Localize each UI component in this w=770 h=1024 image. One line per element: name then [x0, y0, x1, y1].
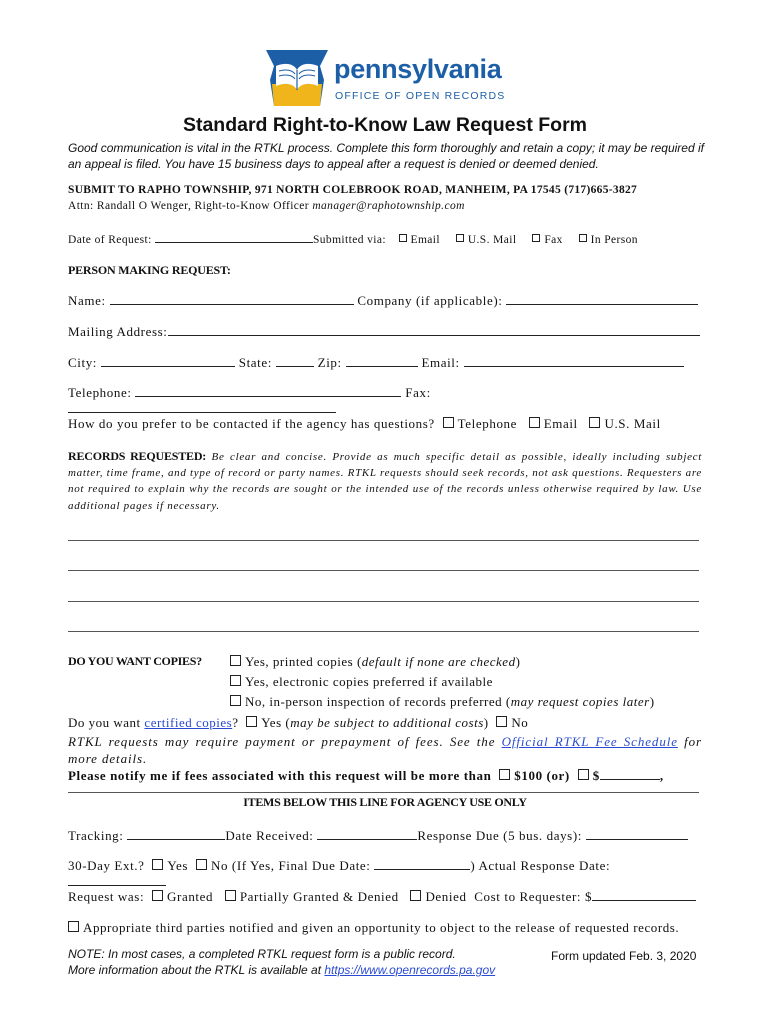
contact-question: How do you prefer to be contacted if the agency has questions?: [68, 416, 435, 431]
notify-100-label: $100 (or): [514, 768, 570, 783]
copies-option-electronic: [226, 674, 493, 690]
response-due-label: Response Due (5 bus. days):: [417, 828, 582, 843]
copies-inspection-label: No, in-person inspection of records preferred (: [245, 694, 511, 709]
logo-wordmark: pennsylvania: [334, 54, 502, 84]
records-line-2[interactable]: [68, 570, 699, 571]
actual-response-field[interactable]: [68, 874, 166, 886]
final-due-paren: ): [470, 858, 476, 873]
response-due-field[interactable]: [586, 828, 688, 840]
third-parties-row: [68, 920, 702, 936]
form-updated: Form updated Feb. 3, 2020: [551, 949, 697, 963]
denied-checkbox[interactable]: [410, 890, 421, 901]
city-row: [68, 355, 702, 371]
city-label: City:: [68, 355, 98, 370]
intro-text: Good communication is vital in the RTKL process. Complete this form thoroughly and retain a copy; it may be required if an appeal is filed. You have 15 business days to appeal after a request is denied or deemed denied.: [68, 141, 704, 171]
copies-printed-note: default if none are checked: [361, 654, 516, 669]
final-due-field[interactable]: [374, 858, 470, 870]
records-instructions: Be clear and concise. Provide as much specific detail as possible, ideally including subject matter, time frame, and type of record or party names. RTKL requests should seek records, not ask questions. Requesters are not required to explain why the records are sought or the intended use of the records unless otherwise required by law. Use additional pages if necessary.: [68, 451, 703, 512]
date-received-field[interactable]: [317, 828, 417, 840]
submitted-via-label: Submitted via:: [312, 234, 386, 246]
zip-field[interactable]: [346, 355, 418, 367]
via-mail-checkbox[interactable]: [456, 234, 464, 242]
footer-more-text: More information about the RTKL is available at: [68, 963, 325, 977]
granted-label: Granted: [167, 889, 214, 904]
partial-label: Partially Granted & Denied: [239, 889, 399, 904]
agency-divider: [68, 792, 699, 793]
certified-copies-link[interactable]: certified copies: [144, 715, 233, 730]
records-line-3[interactable]: [68, 601, 699, 602]
tracking-field[interactable]: [127, 828, 225, 840]
contact-mail-checkbox[interactable]: [589, 417, 600, 428]
records-heading: RECORDS REQUESTED:: [68, 449, 207, 463]
extension-yes-checkbox[interactable]: [152, 859, 163, 870]
certified-row: [68, 715, 528, 731]
mailing-label: Mailing Address:: [68, 324, 168, 339]
copies-electronic-checkbox[interactable]: [230, 675, 241, 686]
certified-prefix: Do you want: [68, 715, 145, 730]
tracking-label: Tracking:: [68, 828, 124, 843]
telephone-field[interactable]: [135, 385, 401, 397]
copies-inspection-paren: ): [649, 694, 655, 709]
copies-printed-paren: ): [515, 654, 521, 669]
zip-label: Zip:: [317, 355, 342, 370]
certified-yes-note: may be subject to additional costs: [290, 715, 484, 730]
company-field[interactable]: [506, 293, 698, 305]
logo: [262, 44, 512, 110]
via-email-checkbox[interactable]: [399, 234, 407, 242]
telephone-label: Telephone:: [68, 385, 132, 400]
certified-question-mark: ?: [232, 715, 239, 730]
fees-text: RTKL requests may require payment or prepayment of fees. See the: [68, 734, 502, 749]
request-was-label: Request was:: [68, 889, 145, 904]
via-fax-checkbox[interactable]: [532, 234, 540, 242]
keystone-book-icon: [262, 44, 332, 108]
attn-label: Attn: Randall O Wenger, Right-to-Know Officer: [68, 200, 313, 212]
logo-subtitle: OFFICE OF OPEN RECORDS: [335, 90, 506, 102]
records-line-4[interactable]: [68, 631, 699, 632]
extension-no-checkbox[interactable]: [196, 859, 207, 870]
denied-label: Denied: [425, 889, 467, 904]
email-label: Email:: [421, 355, 460, 370]
attn-line: [68, 200, 465, 212]
agency-heading: ITEMS BELOW THIS LINE FOR AGENCY USE ONLY: [243, 795, 527, 809]
state-field[interactable]: [276, 355, 314, 367]
copies-inspection-note: may request copies later: [510, 694, 650, 709]
cost-label: Cost to Requester: $: [474, 889, 593, 904]
certified-no-label: No: [511, 715, 529, 730]
date-row: [68, 231, 702, 246]
records-line-1[interactable]: [68, 540, 699, 541]
request-was-row: [68, 889, 702, 905]
copies-printed-label: Yes, printed copies (: [245, 654, 362, 669]
copies-heading: DO YOU WANT COPIES?: [68, 654, 202, 668]
company-label: Company (if applicable):: [357, 293, 503, 308]
date-field[interactable]: [155, 231, 313, 243]
notify-custom-label: $: [592, 768, 600, 783]
telephone-row: [68, 385, 702, 417]
copies-electronic-label: Yes, electronic copies preferred if available: [245, 674, 493, 689]
actual-response-label: Actual Response Date:: [478, 858, 611, 873]
contact-telephone-label: Telephone: [457, 416, 518, 431]
notify-comma: ,: [659, 768, 664, 783]
partial-checkbox[interactable]: [225, 890, 236, 901]
footer-more: [68, 963, 495, 977]
contact-row: [68, 416, 702, 432]
person-heading: PERSON MAKING REQUEST:: [68, 263, 231, 277]
notify-100-checkbox[interactable]: [499, 769, 510, 780]
certified-yes-label: Yes (: [261, 715, 291, 730]
fee-schedule-link[interactable]: Official RTKL Fee Schedule: [501, 734, 678, 749]
mailing-field[interactable]: [168, 324, 700, 336]
via-in-person-checkbox[interactable]: [579, 234, 587, 242]
via-mail-label: U.S. Mail: [467, 234, 517, 246]
copies-printed-checkbox[interactable]: [230, 655, 241, 666]
extension-row: [68, 858, 702, 890]
date-received-label: Date Received:: [225, 828, 314, 843]
name-row: [68, 293, 702, 309]
cost-field[interactable]: [592, 889, 696, 901]
granted-checkbox[interactable]: [152, 890, 163, 901]
tracking-row: [68, 828, 702, 844]
date-label: Date of Request:: [68, 234, 152, 246]
notify-amount-field[interactable]: [600, 768, 660, 780]
attn-email: manager@raphotownship.com: [312, 200, 465, 212]
fax-field[interactable]: [68, 401, 336, 413]
fees-note: [68, 733, 702, 767]
copies-inspection-checkbox[interactable]: [230, 695, 241, 706]
open-records-link[interactable]: https://www.openrecords.pa.gov: [324, 963, 496, 977]
submit-to: SUBMIT TO RAPHO TOWNSHIP, 971 NORTH COLEBROOK ROAD, MANHEIM, PA 17545 (717)665-3827: [68, 184, 638, 196]
contact-telephone-checkbox[interactable]: [443, 417, 454, 428]
records-section: [68, 448, 702, 514]
notify-row: [68, 768, 664, 784]
certified-no-checkbox[interactable]: [496, 716, 507, 727]
name-label: Name:: [68, 293, 106, 308]
copies-option-inspection: [226, 694, 655, 710]
certified-yes-paren: ): [483, 715, 489, 730]
via-email-label: Email: [410, 234, 440, 246]
name-field[interactable]: [110, 293, 354, 305]
notify-custom-checkbox[interactable]: [578, 769, 589, 780]
mailing-row: [68, 324, 702, 340]
notify-text: Please notify me if fees associated with this request will be more than: [68, 768, 492, 783]
third-parties-label: Appropriate third parties notified and given an opportunity to object to the release of requested records.: [83, 920, 680, 935]
certified-yes-checkbox[interactable]: [246, 716, 257, 727]
email-field[interactable]: [464, 355, 684, 367]
copies-option-printed: [226, 654, 520, 670]
state-label: State:: [238, 355, 272, 370]
contact-email-checkbox[interactable]: [529, 417, 540, 428]
extension-no-label: No (If Yes, Final Due Date:: [210, 858, 371, 873]
footer-note: NOTE: In most cases, a completed RTKL request form is a public record.: [68, 947, 456, 961]
fax-label: Fax:: [405, 385, 431, 400]
via-in-person-label: In Person: [590, 234, 638, 246]
fees-end: for more details.: [68, 734, 702, 766]
contact-mail-label: U.S. Mail: [604, 416, 661, 431]
third-parties-checkbox[interactable]: [68, 921, 79, 932]
form-title: Standard Right-to-Know Law Request Form: [182, 114, 588, 136]
city-field[interactable]: [101, 355, 235, 367]
extension-label: 30-Day Ext.?: [68, 858, 145, 873]
contact-email-label: Email: [543, 416, 578, 431]
via-fax-label: Fax: [544, 234, 563, 246]
extension-yes-label: Yes: [167, 858, 189, 873]
